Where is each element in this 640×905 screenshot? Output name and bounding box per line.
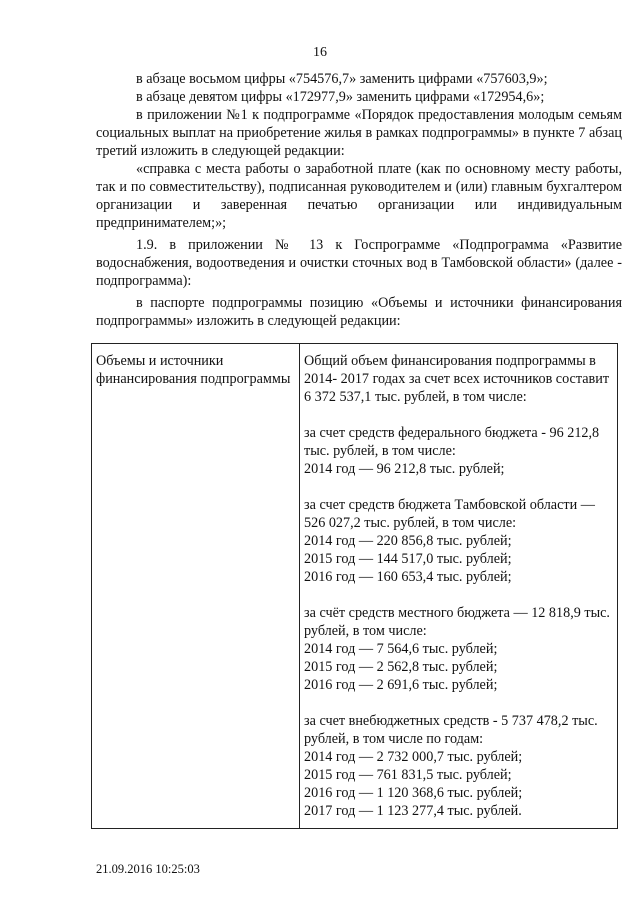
print-timestamp: 21.09.2016 10:25:03	[96, 862, 200, 876]
extrabudget-year-row: 2016 год — 1 120 368,6 тыс. рублей;	[304, 785, 523, 801]
paragraph-appendix-1: в приложении №1 к подпрограмме «Порядок предоставления молодым семьям социальных выплат на приобретение жилья в рамках подпрограммы» в пункте 7 абзац третий изложить в следующей редакции:	[96, 107, 622, 159]
extrabudget-heading: за счет внебюджетных средств - 5 737 478,2 тыс. рублей, в том числе по годам:	[304, 713, 598, 747]
extrabudget-year-row: 2017 год — 1 123 277,4 тыс. рублей.	[304, 803, 522, 819]
federal-year-row: 2014 год — 96 212,8 тыс. рублей;	[304, 461, 505, 477]
local-year-row: 2014 год — 7 564,6 тыс. рублей;	[304, 641, 498, 657]
table-left-cell: Объемы и источники финансирования подпрограммы	[96, 353, 291, 387]
paragraph-work-certificate: «справка с места работы о заработной плате (как по основному месту работы, так и по совместительству), подписанная руководителем и (или) главным бухгалтером организации и заверенная печатью организации или индивидуальным предпринимателем;»;	[96, 161, 622, 231]
federal-budget-block	[304, 424, 616, 478]
regional-budget-block	[304, 496, 616, 586]
regional-year-row: 2015 год — 144 517,0 тыс. рублей;	[304, 551, 512, 567]
local-year-row: 2015 год — 2 562,8 тыс. рублей;	[304, 659, 498, 675]
total-financing-text: Общий объем финансирования подпрограммы в 2014- 2017 годах за счет всех источников составит 6 372 537,1 тыс. рублей, в том числе:	[304, 353, 610, 405]
regional-year-row: 2016 год — 160 653,4 тыс. рублей;	[304, 569, 512, 585]
paragraph-1-9: 1.9. в приложении № 13 к Госпрограмме «Подпрограмма «Развитие водоснабжения, водоотведения и очистки сточных вод в Тамбовской области» (далее - подпрограмма):	[96, 237, 622, 289]
local-budget-block	[304, 604, 616, 694]
extrabudget-year-row: 2014 год — 2 732 000,7 тыс. рублей;	[304, 749, 523, 765]
paragraph-ninth-indent: в абзаце девятом цифры «172977,9» заменить цифрами «172954,6»;	[136, 89, 545, 105]
regional-year-row: 2014 год — 220 856,8 тыс. рублей;	[304, 533, 512, 549]
paragraph-passport: в паспорте подпрограммы позицию «Объемы и источники финансирования подпрограммы» изложить в следующей редакции:	[96, 295, 622, 329]
regional-budget-heading: за счет средств бюджета Тамбовской области — 526 027,2 тыс. рублей, в том числе:	[304, 497, 595, 531]
extrabudget-year-row: 2015 год — 761 831,5 тыс. рублей;	[304, 767, 512, 783]
table-right-cell	[304, 352, 616, 838]
federal-budget-heading: за счет средств федерального бюджета - 96 212,8 тыс. рублей, в том числе:	[304, 425, 600, 459]
paragraph-eighth-indent: в абзаце восьмом цифры «754576,7» заменить цифрами «757603,9»;	[136, 71, 548, 87]
total-financing	[304, 352, 616, 406]
local-budget-heading: за счёт средств местного бюджета — 12 818,9 тыс. рублей, в том числе:	[304, 605, 610, 639]
document-body	[96, 70, 622, 330]
extrabudget-block	[304, 712, 616, 820]
table-column-divider	[299, 344, 300, 828]
local-year-row: 2016 год — 2 691,6 тыс. рублей;	[304, 677, 498, 693]
page-number: 16	[313, 45, 327, 60]
financing-table	[91, 343, 618, 829]
